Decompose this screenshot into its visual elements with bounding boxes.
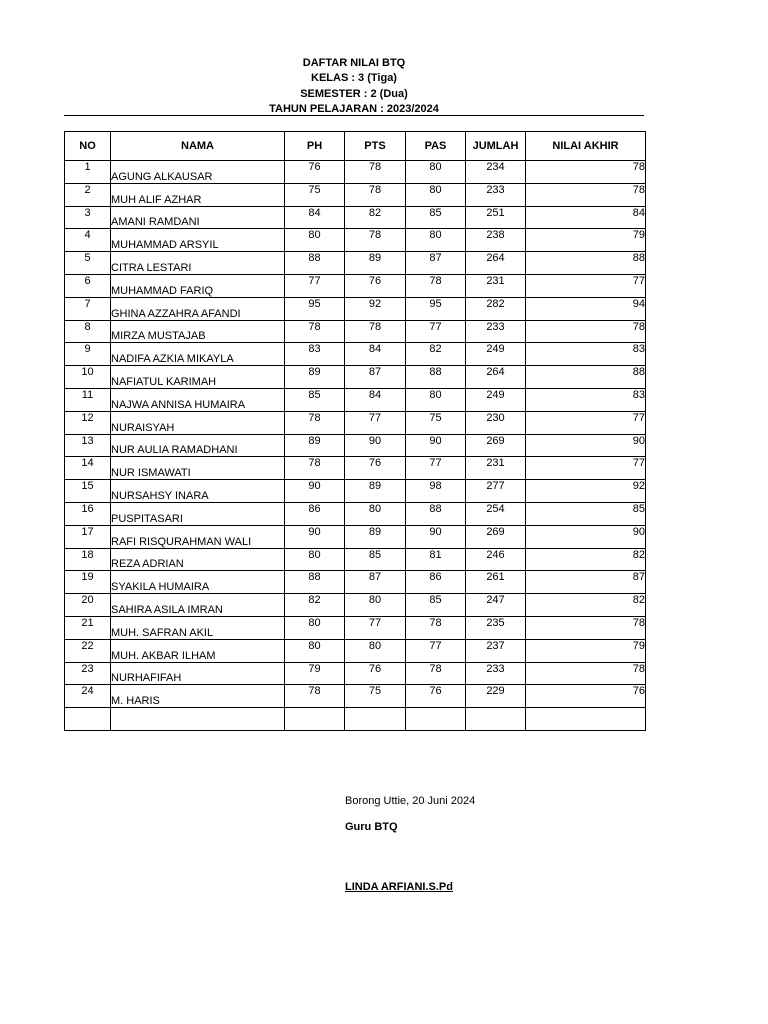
cell-no: 6 xyxy=(65,274,111,297)
cell-nilai-akhir: 92 xyxy=(526,480,646,503)
cell-nilai-akhir: 83 xyxy=(526,343,646,366)
table-row xyxy=(65,594,646,617)
cell-jumlah: 249 xyxy=(466,388,526,411)
cell-nilai-akhir: 82 xyxy=(526,548,646,571)
table-row xyxy=(65,161,646,184)
cell-no: 9 xyxy=(65,343,111,366)
cell-jumlah: 230 xyxy=(466,411,526,434)
table-body xyxy=(65,161,646,731)
cell-jumlah: 246 xyxy=(466,548,526,571)
cell-jumlah: 264 xyxy=(466,366,526,389)
cell-pas: 80 xyxy=(406,183,466,206)
cell-pas: 95 xyxy=(406,297,466,320)
cell-ph: 88 xyxy=(285,252,345,275)
cell-nama: NAFIATUL KARIMAH xyxy=(111,366,285,389)
cell-nama: MUH. AKBAR ILHAM xyxy=(111,639,285,662)
cell-no: 1 xyxy=(65,161,111,184)
cell-ph: 78 xyxy=(285,685,345,708)
cell-pts: 75 xyxy=(345,685,406,708)
cell-jumlah: 231 xyxy=(466,457,526,480)
cell-pas: 90 xyxy=(406,525,466,548)
cell-ph: 80 xyxy=(285,616,345,639)
cell-ph: 80 xyxy=(285,548,345,571)
cell-nilai-akhir xyxy=(526,708,646,731)
table-row xyxy=(65,662,646,685)
cell-nilai-akhir: 90 xyxy=(526,525,646,548)
cell-pts: 78 xyxy=(345,320,406,343)
signature-role: Guru BTQ xyxy=(345,821,398,833)
cell-pas: 80 xyxy=(406,161,466,184)
cell-pts: 89 xyxy=(345,480,406,503)
table-row xyxy=(65,457,646,480)
cell-ph: 76 xyxy=(285,161,345,184)
cell-pts: 77 xyxy=(345,411,406,434)
cell-pas: 80 xyxy=(406,388,466,411)
cell-ph: 78 xyxy=(285,320,345,343)
cell-nama: MUHAMMAD FARIQ xyxy=(111,274,285,297)
table-row xyxy=(65,206,646,229)
column-header-nilai-akhir: NILAI AKHIR xyxy=(526,132,646,161)
semester-line: SEMESTER : 2 (Dua) xyxy=(300,87,408,100)
cell-nama: RAFI RISQURAHMAN WALI xyxy=(111,525,285,548)
cell-nilai-akhir: 79 xyxy=(526,229,646,252)
signature-name: LINDA ARFIANI.S.Pd xyxy=(345,881,453,893)
cell-jumlah xyxy=(466,708,526,731)
cell-pts: 82 xyxy=(345,206,406,229)
cell-pas: 81 xyxy=(406,548,466,571)
cell-pas: 78 xyxy=(406,662,466,685)
cell-no: 4 xyxy=(65,229,111,252)
cell-nilai-akhir: 77 xyxy=(526,274,646,297)
cell-nilai-akhir: 88 xyxy=(526,366,646,389)
cell-ph: 80 xyxy=(285,229,345,252)
cell-nilai-akhir: 79 xyxy=(526,639,646,662)
cell-pts: 90 xyxy=(345,434,406,457)
header-divider xyxy=(64,115,644,116)
cell-jumlah: 254 xyxy=(466,502,526,525)
cell-nilai-akhir: 90 xyxy=(526,434,646,457)
academic-year-line: TAHUN PELAJARAN : 2023/2024 xyxy=(269,102,439,115)
table-row xyxy=(65,229,646,252)
cell-no: 19 xyxy=(65,571,111,594)
cell-nama: NUR ISMAWATI xyxy=(111,457,285,480)
cell-pts: 76 xyxy=(345,274,406,297)
cell-pts: 87 xyxy=(345,366,406,389)
cell-pas: 78 xyxy=(406,616,466,639)
table-row xyxy=(65,525,646,548)
cell-jumlah: 234 xyxy=(466,161,526,184)
cell-nilai-akhir: 78 xyxy=(526,161,646,184)
cell-nilai-akhir: 88 xyxy=(526,252,646,275)
column-header-pas: PAS xyxy=(406,132,466,161)
cell-nama: M. HARIS xyxy=(111,685,285,708)
cell-pts: 92 xyxy=(345,297,406,320)
cell-no: 23 xyxy=(65,662,111,685)
column-header-nama: NAMA xyxy=(111,132,285,161)
cell-nama: NURHAFIFAH xyxy=(111,662,285,685)
column-header-pts: PTS xyxy=(345,132,406,161)
cell-nilai-akhir: 85 xyxy=(526,502,646,525)
table-row xyxy=(65,411,646,434)
cell-jumlah: 277 xyxy=(466,480,526,503)
cell-nama: NAJWA ANNISA HUMAIRA xyxy=(111,388,285,411)
table-row xyxy=(65,639,646,662)
table-row xyxy=(65,252,646,275)
table-row xyxy=(65,183,646,206)
table-row xyxy=(65,320,646,343)
document-title: DAFTAR NILAI BTQ xyxy=(302,57,406,69)
cell-pas: 90 xyxy=(406,434,466,457)
cell-no: 17 xyxy=(65,525,111,548)
cell-no: 18 xyxy=(65,548,111,571)
cell-ph: 95 xyxy=(285,297,345,320)
cell-pts: 77 xyxy=(345,616,406,639)
cell-ph: 90 xyxy=(285,525,345,548)
cell-nilai-akhir: 78 xyxy=(526,616,646,639)
cell-pas: 77 xyxy=(406,457,466,480)
cell-ph xyxy=(285,708,345,731)
cell-pts: 76 xyxy=(345,662,406,685)
table-row xyxy=(65,343,646,366)
cell-no: 14 xyxy=(65,457,111,480)
cell-nama: MUHAMMAD ARSYIL xyxy=(111,229,285,252)
cell-jumlah: 247 xyxy=(466,594,526,617)
cell-jumlah: 249 xyxy=(466,343,526,366)
table-row xyxy=(65,434,646,457)
cell-no: 22 xyxy=(65,639,111,662)
cell-pas: 98 xyxy=(406,480,466,503)
cell-pas: 75 xyxy=(406,411,466,434)
cell-pas: 88 xyxy=(406,502,466,525)
cell-nilai-akhir: 77 xyxy=(526,457,646,480)
cell-pts: 78 xyxy=(345,183,406,206)
cell-pts: 78 xyxy=(345,229,406,252)
cell-ph: 79 xyxy=(285,662,345,685)
cell-nama: MUH. SAFRAN AKIL xyxy=(111,616,285,639)
cell-jumlah: 264 xyxy=(466,252,526,275)
cell-jumlah: 233 xyxy=(466,183,526,206)
cell-ph: 89 xyxy=(285,434,345,457)
cell-jumlah: 238 xyxy=(466,229,526,252)
document-header xyxy=(64,56,644,117)
cell-nilai-akhir: 78 xyxy=(526,662,646,685)
cell-nama: SAHIRA ASILA IMRAN xyxy=(111,594,285,617)
cell-no: 7 xyxy=(65,297,111,320)
cell-no: 5 xyxy=(65,252,111,275)
table-header-row xyxy=(65,132,646,161)
cell-nilai-akhir: 77 xyxy=(526,411,646,434)
cell-nilai-akhir: 84 xyxy=(526,206,646,229)
cell-no: 10 xyxy=(65,366,111,389)
cell-jumlah: 233 xyxy=(466,662,526,685)
cell-ph: 86 xyxy=(285,502,345,525)
cell-pas: 87 xyxy=(406,252,466,275)
cell-nama: GHINA AZZAHRA AFANDI xyxy=(111,297,285,320)
table-row xyxy=(65,480,646,503)
cell-pas: 88 xyxy=(406,366,466,389)
cell-jumlah: 282 xyxy=(466,297,526,320)
cell-no: 24 xyxy=(65,685,111,708)
grades-table xyxy=(64,131,646,731)
cell-pts: 78 xyxy=(345,161,406,184)
cell-no: 2 xyxy=(65,183,111,206)
cell-nama: SYAKILA HUMAIRA xyxy=(111,571,285,594)
cell-pas: 77 xyxy=(406,639,466,662)
cell-pts: 85 xyxy=(345,548,406,571)
column-header-ph: PH xyxy=(285,132,345,161)
cell-nama: MUH ALIF AZHAR xyxy=(111,183,285,206)
cell-no: 21 xyxy=(65,616,111,639)
cell-no: 20 xyxy=(65,594,111,617)
cell-no: 11 xyxy=(65,388,111,411)
cell-nilai-akhir: 82 xyxy=(526,594,646,617)
cell-ph: 78 xyxy=(285,457,345,480)
table-row xyxy=(65,297,646,320)
cell-no: 15 xyxy=(65,480,111,503)
cell-ph: 75 xyxy=(285,183,345,206)
cell-nama: AGUNG ALKAUSAR xyxy=(111,161,285,184)
cell-nilai-akhir: 87 xyxy=(526,571,646,594)
cell-no: 3 xyxy=(65,206,111,229)
cell-ph: 82 xyxy=(285,594,345,617)
cell-nama: MIRZA MUSTAJAB xyxy=(111,320,285,343)
cell-nama: AMANI RAMDANI xyxy=(111,206,285,229)
cell-nama: NUR AULIA RAMADHANI xyxy=(111,434,285,457)
table-row xyxy=(65,502,646,525)
column-header-no: NO xyxy=(65,132,111,161)
cell-ph: 85 xyxy=(285,388,345,411)
cell-pas: 85 xyxy=(406,594,466,617)
cell-nama: NURAISYAH xyxy=(111,411,285,434)
signature-place-date: Borong Uttie, 20 Juni 2024 xyxy=(345,795,476,807)
cell-pas: 85 xyxy=(406,206,466,229)
cell-ph: 77 xyxy=(285,274,345,297)
cell-jumlah: 251 xyxy=(466,206,526,229)
cell-ph: 89 xyxy=(285,366,345,389)
cell-nama: NADIFA AZKIA MIKAYLA xyxy=(111,343,285,366)
table-row xyxy=(65,708,646,731)
table-row xyxy=(65,685,646,708)
cell-pts: 89 xyxy=(345,525,406,548)
cell-jumlah: 229 xyxy=(466,685,526,708)
cell-ph: 78 xyxy=(285,411,345,434)
cell-pts: 84 xyxy=(345,343,406,366)
cell-ph: 84 xyxy=(285,206,345,229)
cell-pts: 80 xyxy=(345,502,406,525)
cell-pts: 80 xyxy=(345,639,406,662)
table-row xyxy=(65,274,646,297)
cell-pts: 76 xyxy=(345,457,406,480)
cell-nilai-akhir: 78 xyxy=(526,320,646,343)
signature-block xyxy=(345,793,475,895)
cell-ph: 90 xyxy=(285,480,345,503)
cell-pas: 76 xyxy=(406,685,466,708)
cell-nilai-akhir: 83 xyxy=(526,388,646,411)
cell-nilai-akhir: 94 xyxy=(526,297,646,320)
cell-jumlah: 269 xyxy=(466,434,526,457)
cell-pas xyxy=(406,708,466,731)
cell-ph: 80 xyxy=(285,639,345,662)
cell-pts: 80 xyxy=(345,594,406,617)
cell-pas: 86 xyxy=(406,571,466,594)
cell-jumlah: 269 xyxy=(466,525,526,548)
cell-no xyxy=(65,708,111,731)
cell-jumlah: 261 xyxy=(466,571,526,594)
cell-no: 13 xyxy=(65,434,111,457)
cell-nama: NURSAHSY INARA xyxy=(111,480,285,503)
cell-no: 16 xyxy=(65,502,111,525)
cell-jumlah: 233 xyxy=(466,320,526,343)
cell-nilai-akhir: 76 xyxy=(526,685,646,708)
cell-nilai-akhir: 78 xyxy=(526,183,646,206)
cell-pas: 78 xyxy=(406,274,466,297)
table-row xyxy=(65,548,646,571)
cell-nama xyxy=(111,708,285,731)
cell-ph: 88 xyxy=(285,571,345,594)
cell-jumlah: 235 xyxy=(466,616,526,639)
cell-pas: 82 xyxy=(406,343,466,366)
cell-nama: PUSPITASARI xyxy=(111,502,285,525)
cell-jumlah: 237 xyxy=(466,639,526,662)
cell-pts: 87 xyxy=(345,571,406,594)
table-row xyxy=(65,571,646,594)
cell-ph: 83 xyxy=(285,343,345,366)
table-row xyxy=(65,366,646,389)
class-line: KELAS : 3 (Tiga) xyxy=(311,72,397,85)
cell-nama: REZA ADRIAN xyxy=(111,548,285,571)
cell-no: 12 xyxy=(65,411,111,434)
cell-pas: 77 xyxy=(406,320,466,343)
cell-pts xyxy=(345,708,406,731)
cell-pts: 84 xyxy=(345,388,406,411)
cell-pas: 80 xyxy=(406,229,466,252)
column-header-jumlah: JUMLAH xyxy=(466,132,526,161)
cell-jumlah: 231 xyxy=(466,274,526,297)
cell-nama: CITRA LESTARI xyxy=(111,252,285,275)
cell-pts: 89 xyxy=(345,252,406,275)
cell-no: 8 xyxy=(65,320,111,343)
table-row xyxy=(65,388,646,411)
table-row xyxy=(65,616,646,639)
